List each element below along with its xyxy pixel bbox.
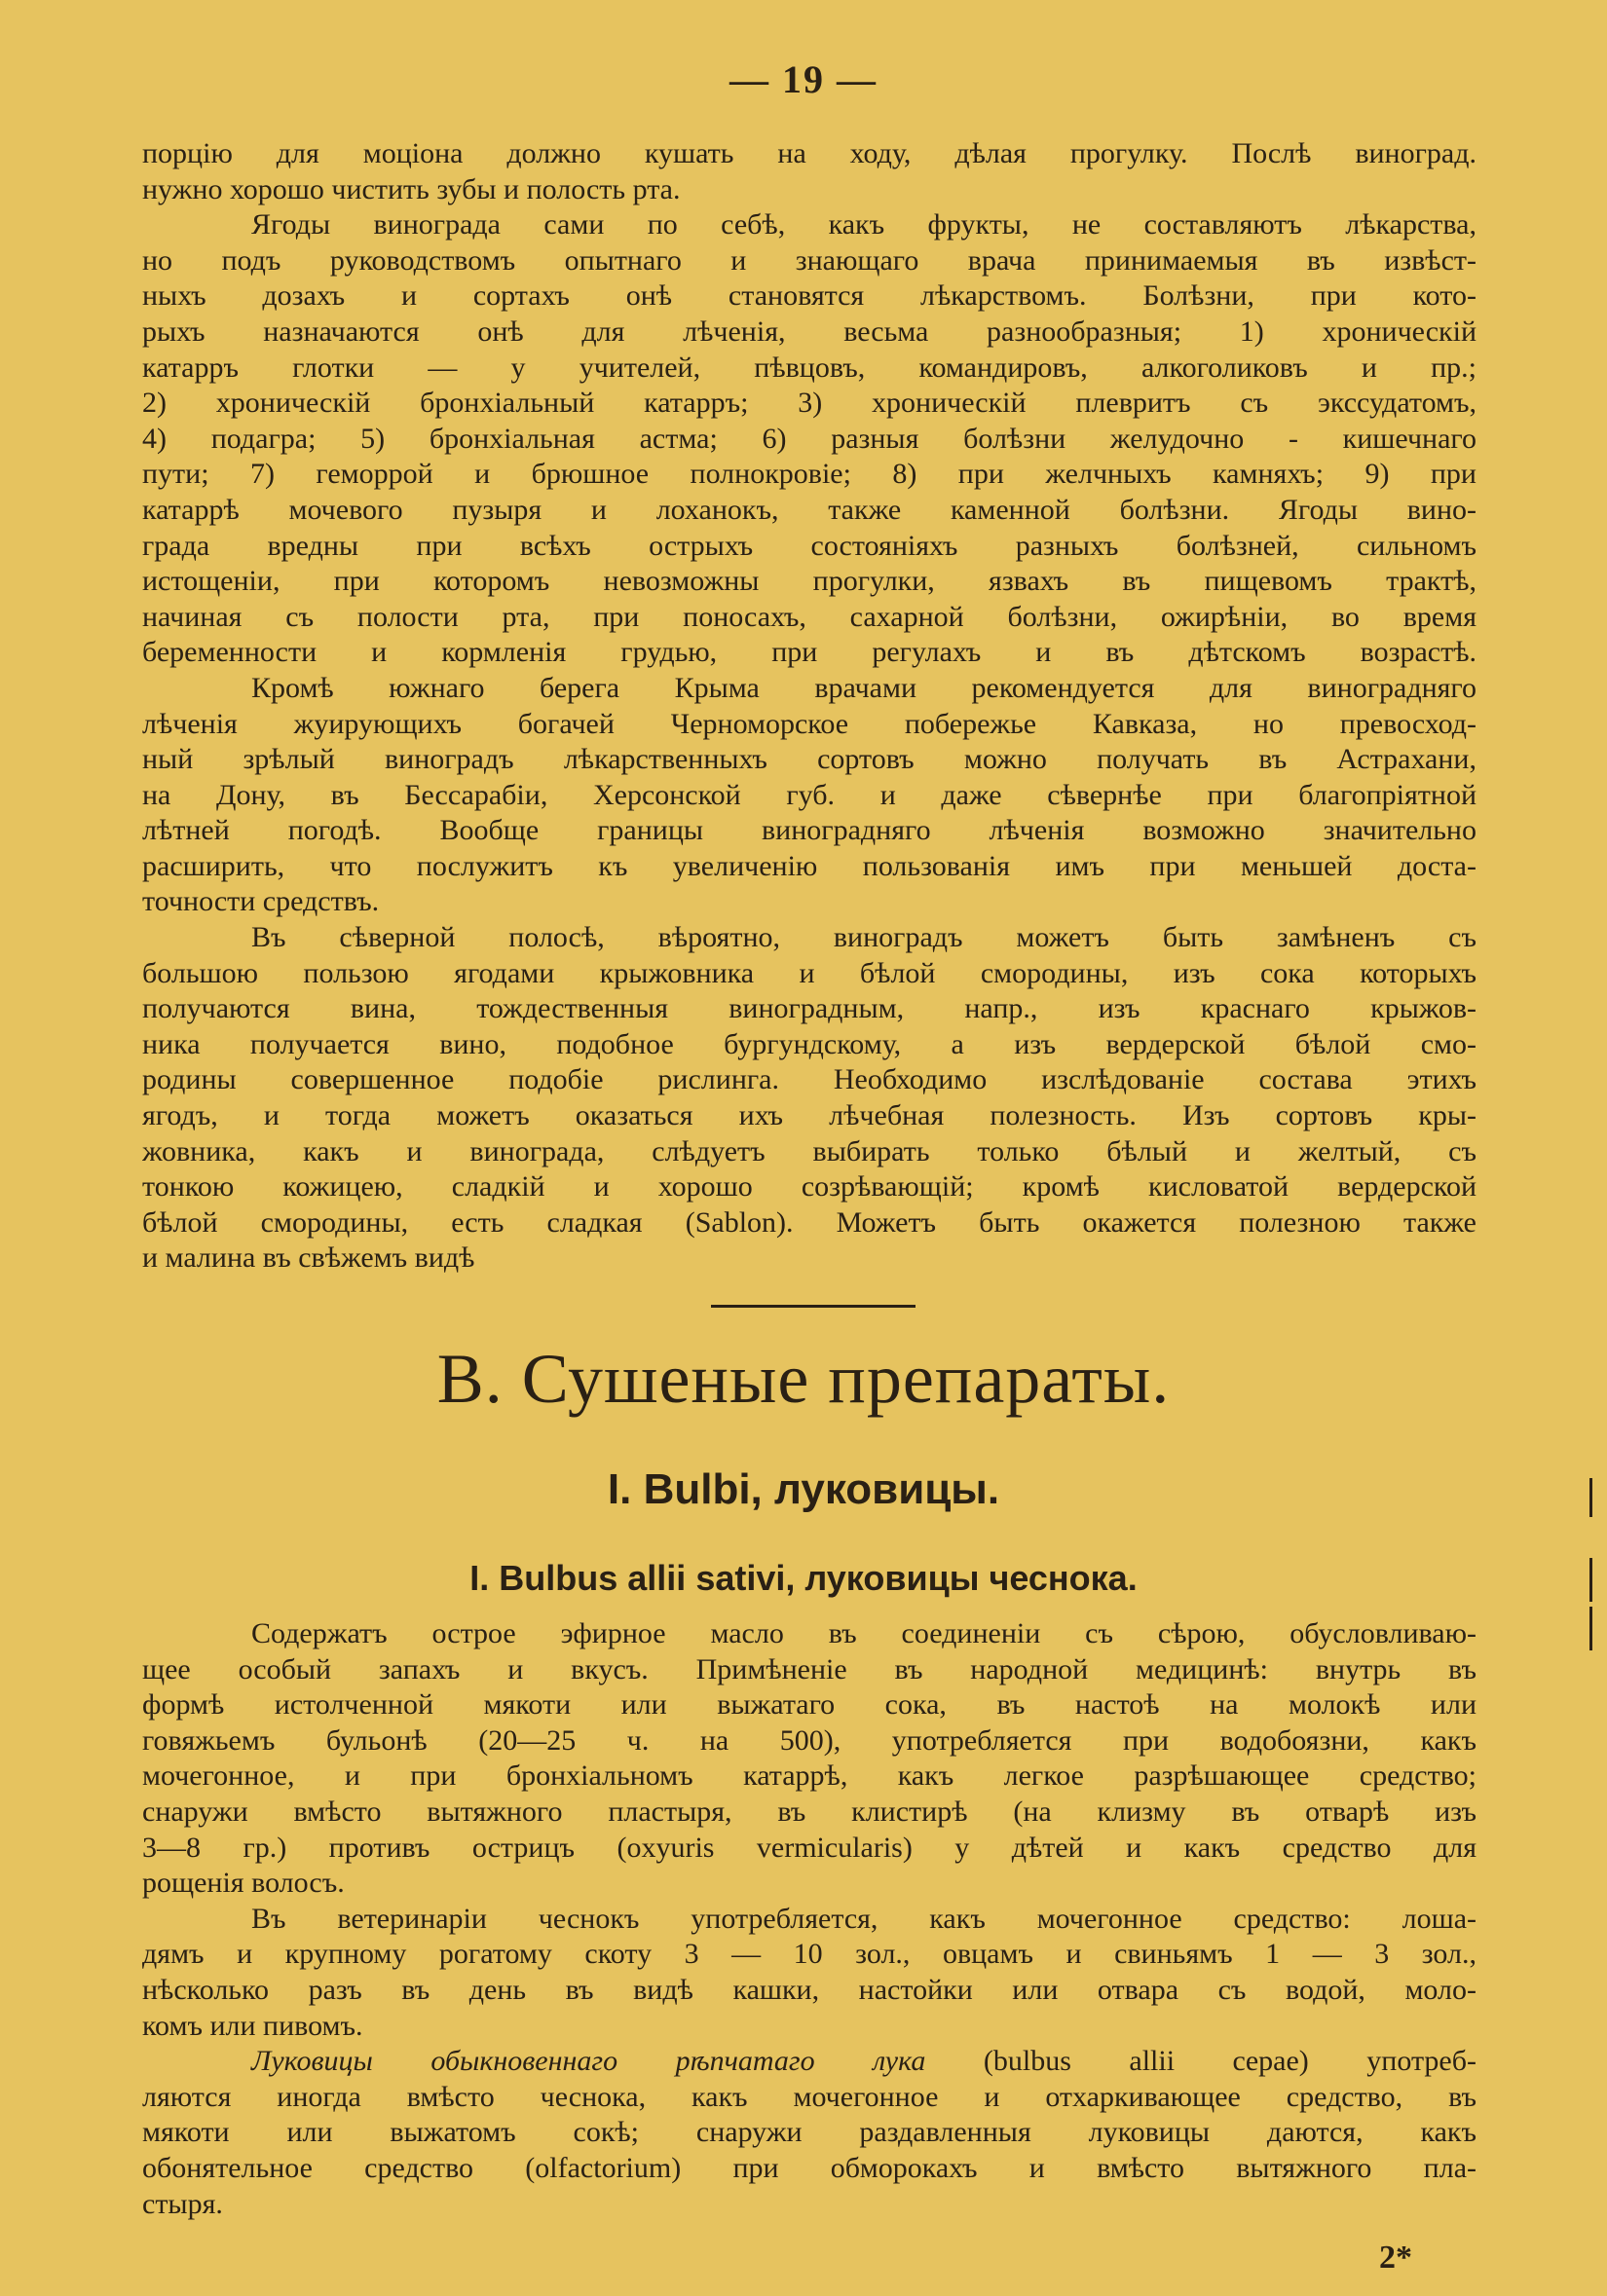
text-line: пути; 7) геморрой и брюшное полнокровіе; 8) при желчныхъ камняхъ; 9) при	[142, 458, 1476, 491]
signature-mark: 2*	[1379, 2240, 1412, 2276]
text-line: нужно хорошо чистить зубы и полость рта.	[142, 172, 681, 205]
text-line: дямъ и крупному рогатому скоту 3 — 10 зол., овцамъ и свиньямъ 1 — 3 зол.,	[142, 1938, 1476, 1971]
page-number: — 19 —	[729, 57, 878, 101]
text-line: ный зрѣлый виноградъ лѣкарственныхъ сортовъ можно получать въ Астрахани,	[142, 743, 1476, 776]
text-line: на Дону, въ Бессарабіи, Херсонской губ. и даже сѣвернѣе при благопріятной	[142, 778, 1476, 811]
subheading-garlic: I. Bulbus allii sativi, луковицы чеснока.	[469, 1558, 1138, 1598]
text-line: ныхъ дозахъ и сортахъ онѣ становятся лѣкарствомъ. Болѣзни, при кото-	[142, 279, 1476, 313]
text-line: комъ или пивомъ.	[142, 2009, 363, 2042]
text-line: стыря.	[142, 2187, 223, 2220]
section-divider	[711, 1305, 916, 1308]
text-line: катарръ глотки — у учителей, пѣвцовъ, командировъ, алкоголиковъ и пр.;	[142, 351, 1476, 384]
text-line: формѣ истолченной мякоти или выжатаго сока, въ настоѣ на молокѣ или	[142, 1688, 1476, 1722]
text-line: щее особый запахъ и вкусъ. Примѣненіе въ народной медицинѣ: внутрь въ	[142, 1652, 1476, 1685]
text-line: катаррѣ мочевого пузыря и лоханокъ, также каменной болѣзни. Ягоды вино-	[142, 493, 1476, 526]
subheading-bulbi: I. Bulbi, луковицы.	[607, 1465, 1000, 1513]
text-line: града вредны при всѣхъ острыхъ состояніяхъ разныхъ болѣзней, сильномъ	[142, 529, 1476, 562]
text-line: ляются иногда вмѣсто чеснока, какъ мочегонное и отхаркивающее средство, въ	[142, 2080, 1476, 2113]
text-line: лѣченія жуирующихъ богачей Черноморское побережье Кавказа, но превосход-	[142, 707, 1476, 740]
text-line: Кромѣ южнаго берега Крыма врачами рекомендуется для виноградняго	[251, 671, 1476, 704]
text-line: и малина въ свѣжемъ видѣ	[142, 1241, 475, 1275]
text-line: начиная съ полости рта, при поносахъ, сахарной болѣзни, ожирѣніи, во время	[142, 600, 1476, 633]
text-line: мякоти или выжатомъ сокѣ; снаружи раздавленныя луковицы даются, какъ	[142, 2116, 1476, 2149]
text-line: 3—8 гр.) противъ острицъ (oxyuris vermicularis) у дѣтей и какъ средство для	[142, 1831, 1476, 1864]
text-line: обонятельное средство (olfactorium) при обморокахъ и вмѣсто вытяжного пла-	[142, 2151, 1476, 2184]
text-line: получаются вина, тождественныя виноградным, напр., изъ краснаго крыжов-	[142, 992, 1476, 1025]
text-line: точности средствъ.	[142, 885, 380, 918]
text-line: тонкою кожицею, сладкій и хорошо созрѣвающій; кромѣ кисловатой вердерской	[142, 1170, 1476, 1204]
text-line: расширить, что послужитъ къ увеличенію пользованія имъ при меньшей доста-	[142, 849, 1476, 882]
text-line: родины совершенное подобіе рислинга. Необходимо изслѣдованіе состава этихъ	[142, 1063, 1476, 1096]
text-line: нѣсколько разъ въ день въ видѣ кашки, настойки или отвара съ водой, моло-	[142, 1973, 1476, 2006]
text-line: Содержатъ острое эфирное масло въ соединеніи съ сѣрою, обусловливаю-	[251, 1617, 1476, 1649]
margin-mark	[1589, 1607, 1592, 1650]
text-line: Въ сѣверной полосѣ, вѣроятно, виноградъ можетъ быть замѣненъ съ	[251, 921, 1476, 954]
text-line: Ягоды винограда сами по себѣ, какъ фрукты, не составляютъ лѣкарства,	[251, 208, 1476, 241]
text-line: Въ ветеринаріи чеснокъ употребляется, какъ мочегонное средство: лоша-	[251, 1902, 1476, 1935]
text-line: истощеніи, при которомъ невозможны прогулки, язвахъ въ пищевомъ трактѣ,	[142, 565, 1476, 598]
text-line: но подъ руководствомъ опытнаго и знающаго врача принимаемыя въ извѣст-	[142, 243, 1476, 277]
text-line: снаружи вмѣсто вытяжного пластыря, въ клистирѣ (на клизму въ отварѣ изъ	[142, 1795, 1476, 1828]
text-line: рощенія волосъ.	[142, 1867, 345, 1900]
text-line: Луковицы обыкновеннаго рѣпчатаго лука (bulbus allii cepae) употреб-	[251, 2045, 1476, 2078]
body-text-grape	[142, 136, 1476, 1277]
margin-mark	[1589, 1558, 1592, 1602]
text-line: рыхъ назначаются онѣ для лѣченія, весьма разнообразныя; 1) хроническій	[142, 315, 1476, 348]
text-line: мочегонное, и при бронхіальномъ катаррѣ, какъ легкое разрѣшающее средство;	[142, 1759, 1476, 1793]
text-line: лѣтней погодѣ. Вообще границы виноградняго лѣченія возможно значительно	[142, 814, 1476, 847]
text-line: ягодъ, и тогда можетъ оказаться ихъ лѣчебная полезность. Изъ сортовъ кры-	[142, 1099, 1476, 1132]
text-line: бѣлой смородины, есть сладкая (Sablon). Можетъ быть окажется полезною также	[142, 1205, 1476, 1239]
text-line: ника получается вино, подобное бургундскому, а изъ вердерской бѣлой смо-	[142, 1027, 1476, 1060]
text-line: 4) подагра; 5) бронхіальная астма; 6) разныя болѣзни желудочно - кишечнаго	[142, 422, 1476, 455]
text-line: большою пользою ягодами крыжовника и бѣлой смородины, изъ сока которыхъ	[142, 956, 1476, 989]
text-line: порцію для моціона должно кушать на ходу, дѣлая прогулку. Послѣ виноград.	[142, 137, 1476, 169]
section-title: В. Сушеные препараты.	[436, 1340, 1171, 1418]
text-line: жовника, какъ и винограда, слѣдуетъ выбирать только бѣлый и желтый, съ	[142, 1134, 1476, 1167]
body-text-garlic	[142, 1616, 1476, 2222]
text-line: 2) хроническій бронхіальный катарръ; 3) хроническій плевритъ съ экссудатомъ,	[142, 387, 1476, 420]
text-line: беременности и кормленія грудью, при регулахъ и въ дѣтскомъ возрастѣ.	[142, 636, 1476, 669]
text-line: говяжьемъ бульонѣ (20—25 ч. на 500), употребляется при водобоязни, какъ	[142, 1723, 1476, 1757]
margin-mark	[1589, 1478, 1592, 1517]
